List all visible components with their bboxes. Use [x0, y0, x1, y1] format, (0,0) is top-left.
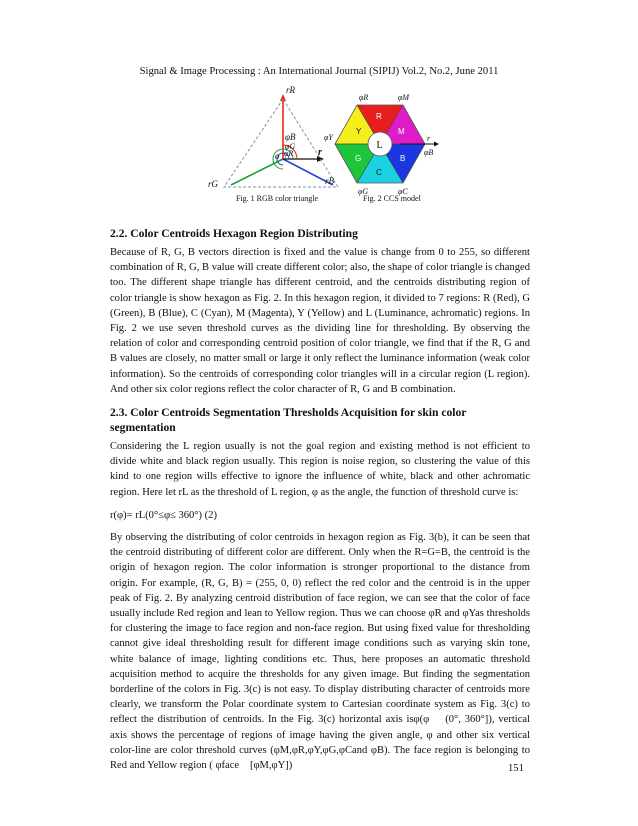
figure-1-rgb-triangle: [208, 85, 338, 203]
label-r-r: rR: [286, 85, 295, 95]
figure-1-caption: Fig. 1 RGB color triangle: [236, 194, 318, 203]
label-phi-g: φG: [285, 142, 296, 151]
label-region-y: Y: [356, 127, 362, 136]
label-phi-c-fig2: φC: [398, 187, 408, 196]
figures-area: [0, 84, 638, 219]
main-content: [110, 226, 530, 781]
label-region-m: M: [398, 127, 405, 136]
label-region-c: C: [376, 168, 382, 177]
label-l: L: [376, 140, 383, 151]
label-origin: o: [275, 151, 280, 161]
label-r-fig2: r: [427, 134, 431, 143]
page-number: 151: [508, 763, 524, 774]
figure-2-ccs-model: [324, 93, 439, 203]
label-region-r: R: [376, 112, 382, 121]
label-phi-b-fig2: φB: [424, 148, 434, 157]
section-2-3-heading: 2.3. Color Centroids Segmentation Thresholds Acquisition for skin color segmentation: [110, 406, 467, 435]
r-axis-green: [231, 159, 283, 185]
section-2-3-paragraph-2: By observing the distributing of color centroids in hexagon region as Fig. 3(b), it can be seen that the centroid distributing of different color are different. Only when the R=G=B, the centroid is the origin of hexagon region. The color information is stronger proportional to the distance from origin. For example, (R, G, B) = (255, 0, 0) reflect the red color and the centroid is in the upper peak of Fig. 2. By analyzing centroid distribution of face region, we can see that the color of face usually include Red region and lean to Yellow region. Thus we can choose φR and φYas thresholds for clustering the image to face region and non-face region. But using fixed value for thresholding cannot give ideal thresholding result for different image conditions such as varying skin tone, white balance of image, lighting conditions etc. Thus, here proposes an automatic threshold acquisition method to acquire the thresholds for any given image. But finding the segmentation borderline of the colors in Fig. 3(c) is not easy. To display distributing character of centroids more clearly, we transform the Polar coordinate system to Cartesian coordinate system as Fig. 3(c) to reflect the distribution of centroids. In the Fig. 3(c) horizontal axis isφ(φ (0°, 360°]), vertical axis shows the percentage of regions of image having the given angle, φ and other six vertical color-line are color threshold curves (φM,φR,φY,φG,φCand φB). The face region is belonging to Red and Yellow region ( φface [φM,φY]): [110, 532, 530, 772]
label-region-b: B: [400, 154, 406, 163]
label-phi-m-fig2: φM: [398, 93, 410, 102]
rgb-triangle-outline: [224, 99, 338, 187]
label-region-g: G: [355, 154, 362, 163]
label-r-b: rB: [325, 176, 334, 186]
label-phi-b: φB: [285, 132, 296, 142]
section-2-2-paragraph: Because of R, G, B vectors direction is fixed and the value is change from 0 to 255, so different combination of R, G, B value will create different color; also, the shape of color triangle is changed too. The different shape triangle has different centroid, and the centroids distributing region of color triangle is show hexagon as Fig. 2. In this hexagon region, it divided to 7 regions: R (Red), G (Green), B (Blue), C (Cyan), M (Magenta), Y (Yellow) and L (Luminance, achromatic) regions. In Fig. 2 we use seven threshold curves as the dividing line for thresholding. By observing the relation of color and corresponding centroid position of color triangle, we find that if the R, G and B values are closely, no matter small or large it only reflect the luminance information (weak color information). So the centroids of corresponding color triangles will in a circular region (L region). And other six color regions reflect the color character of R, G and B combination.: [110, 247, 530, 395]
figure-2-caption: Fig. 2 CCS model: [363, 194, 421, 203]
label-phi-r-fig2: φR: [359, 93, 369, 102]
label-r-g: rG: [208, 179, 219, 189]
figures-svg: [0, 84, 638, 219]
equation-2: r(φ)= rL(0°≤φ≤ 360°) (2): [110, 509, 217, 521]
label-r: r: [318, 147, 322, 158]
r-arrow-fig2-head: [434, 142, 439, 147]
label-phi-y-fig2: φY: [324, 133, 333, 142]
section-2-3-paragraph-1: Considering the L region usually is not the goal region and existing method is not efficient to divide white and black region usually. This region is noise region, so clustering the value of this kind to one region wills effective to ignore the influence of white, black and other achromatic region. Here let rL as the threshold of L region, φ as the angle, the function of threshold curve is:: [110, 441, 530, 498]
running-header: Signal & Image Processing : An International Journal (SIPIJ) Vol.2, No.2, June 2011: [139, 66, 499, 77]
label-phi-g-fig2: φG: [358, 187, 369, 196]
section-2-2-heading: 2.2. Color Centroids Hexagon Region Distributing: [110, 227, 358, 240]
r-axis-red-arrow: [280, 94, 286, 101]
label-phi-r: φR: [284, 149, 294, 158]
